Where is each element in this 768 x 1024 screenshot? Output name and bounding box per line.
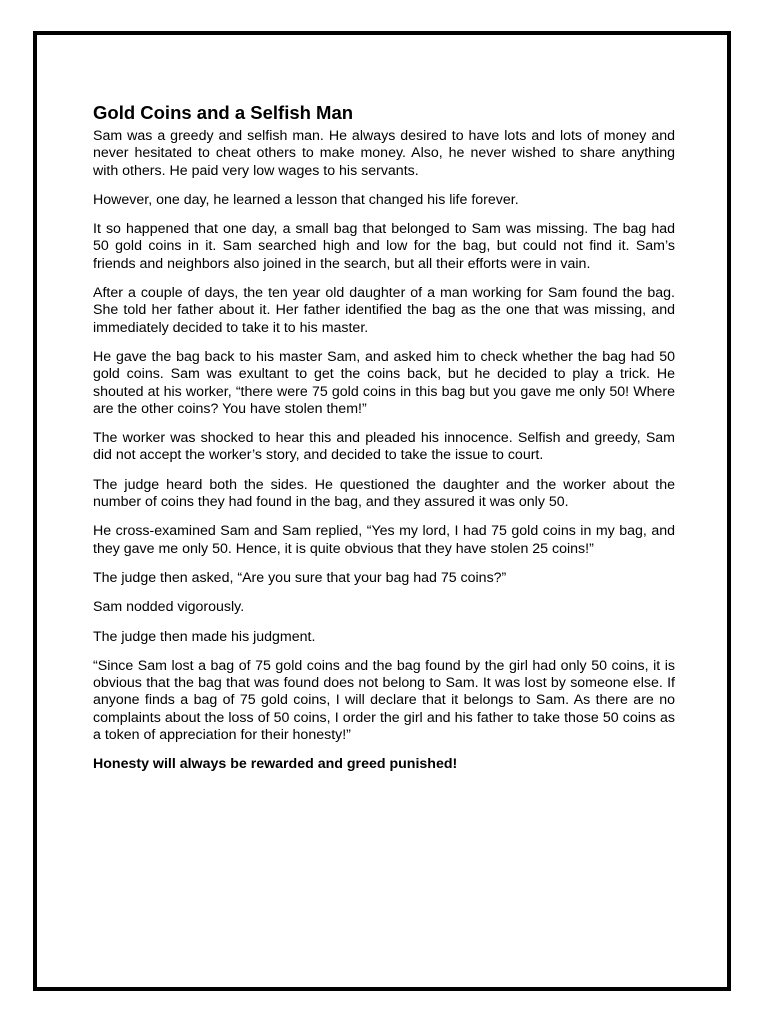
paragraph-sam-nods: Sam nodded vigorously. xyxy=(93,599,245,616)
document-body xyxy=(93,102,675,786)
paragraph-court: The worker was shocked to hear this and pleaded his innocence. Selfish and greedy, Sam did not accept the worker’s story, and decided to take the issue to court. xyxy=(93,430,675,464)
paragraph-judge-question: The judge then asked, “Are you sure that your bag had 75 coins?” xyxy=(93,569,507,586)
paragraph-trick: He gave the bag back to his master Sam, and asked him to check whether the bag had 50 gold coins. Sam was exultant to get the coins back, but he decided to play a trick. He shouted at his worker, “there were 75 gold coins in this bag but you gave me only 50! Where are the other coins? You have stolen them!” xyxy=(93,348,675,417)
paragraph-judge-hearing: The judge heard both the sides. He questioned the daughter and the worker about the number of coins they had found in the bag, and they assured it was only 50. xyxy=(93,476,675,511)
paragraph-judgment: “Since Sam lost a bag of 75 gold coins and the bag found by the girl had only 50 coins, it is obvious that the bag that was found does not belong to Sam. It was lost by someone else. If anyone finds a bag of 75 gold coins, I will declare that it belongs to Sam. As there are no complaints about the loss of 50 coins, I order the girl and his father to take those 50 coins as a token of appreciation for their honesty!” xyxy=(93,657,675,744)
paragraph-missing-bag: It so happened that one day, a small bag that belonged to Sam was missing. The bag had 50 gold coins in it. Sam searched high and low for the bag, but could not find it. Sam’s friends and neighbors also joined in the search, but all their efforts were in vain. xyxy=(93,221,675,272)
story-moral: Honesty will always be rewarded and greed punished! xyxy=(93,756,458,773)
story-title: Gold Coins and a Selfish Man xyxy=(93,102,354,123)
paragraph-bag-found: After a couple of days, the ten year old daughter of a man working for Sam found the bag. She told her father about it. Her father identified the bag as the one that was missing, and immediately decided to take it to his master. xyxy=(93,285,675,336)
paragraph-intro: Sam was a greedy and selfish man. He always desired to have lots and lots of money and never hesitated to cheat others to make money. Also, he never wished to share anything with others. He paid very low wages to his servants. xyxy=(93,128,675,179)
paragraph-lesson: However, one day, he learned a lesson that changed his life forever. xyxy=(93,191,519,208)
paragraph-judgment-intro: The judge then made his judgment. xyxy=(93,628,316,645)
paragraph-cross-examination: He cross-examined Sam and Sam replied, “Yes my lord, I had 75 gold coins in my bag, and they gave me only 50. Hence, it is quite obvious that they have stolen 25 coins!” xyxy=(93,523,675,557)
